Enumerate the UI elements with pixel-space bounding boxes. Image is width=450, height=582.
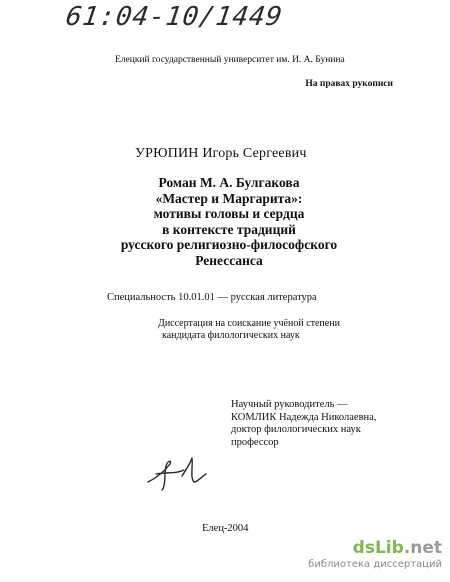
handwritten-archive-number: 61:04-10/1449 — [63, 2, 285, 32]
supervisor-line: профессор — [231, 436, 279, 448]
signature-mark — [144, 452, 210, 492]
place-and-year: Елец-2004 — [202, 523, 249, 534]
supervisor-line: КОМЛИК Надежда Николаевна, — [231, 411, 377, 423]
degree-line: кандидата филологических наук — [162, 330, 300, 342]
author-name: УРЮПИН Игорь Сергеевич — [135, 146, 307, 161]
degree-statement — [158, 318, 340, 342]
manuscript-rights-note: На правах рукописи — [305, 79, 393, 89]
title-line: Ренессанса — [195, 252, 263, 268]
university-name: Елецкий государственный университет им. И. А. Бунина — [115, 55, 345, 65]
dslib-watermark — [308, 538, 442, 578]
speciality-line: Специальность 10.01.01 — русская литература — [107, 292, 317, 303]
dslib-logo — [353, 538, 442, 558]
dslib-subtitle: библиотека диссертаций — [308, 559, 442, 570]
title-line: «Мастер и Маргарита»: — [155, 190, 303, 206]
title-line: Роман М. А. Булгакова — [158, 175, 300, 190]
logo-part-net: .net — [403, 538, 442, 558]
thesis-title — [95, 175, 363, 269]
title-line: в контексте традиций — [162, 221, 296, 237]
supervisor-line: доктор филологических наук — [231, 424, 361, 435]
title-line: мотивы головы и сердца — [153, 206, 305, 222]
logo-part-dslib: dsLib — [352, 538, 404, 558]
supervisor-line: Научный руководитель — — [231, 399, 348, 410]
supervisor-block — [231, 399, 376, 449]
degree-line: Диссертация на соискание учёной степени — [158, 318, 340, 329]
title-line: русского религиозно-философского — [120, 237, 338, 253]
